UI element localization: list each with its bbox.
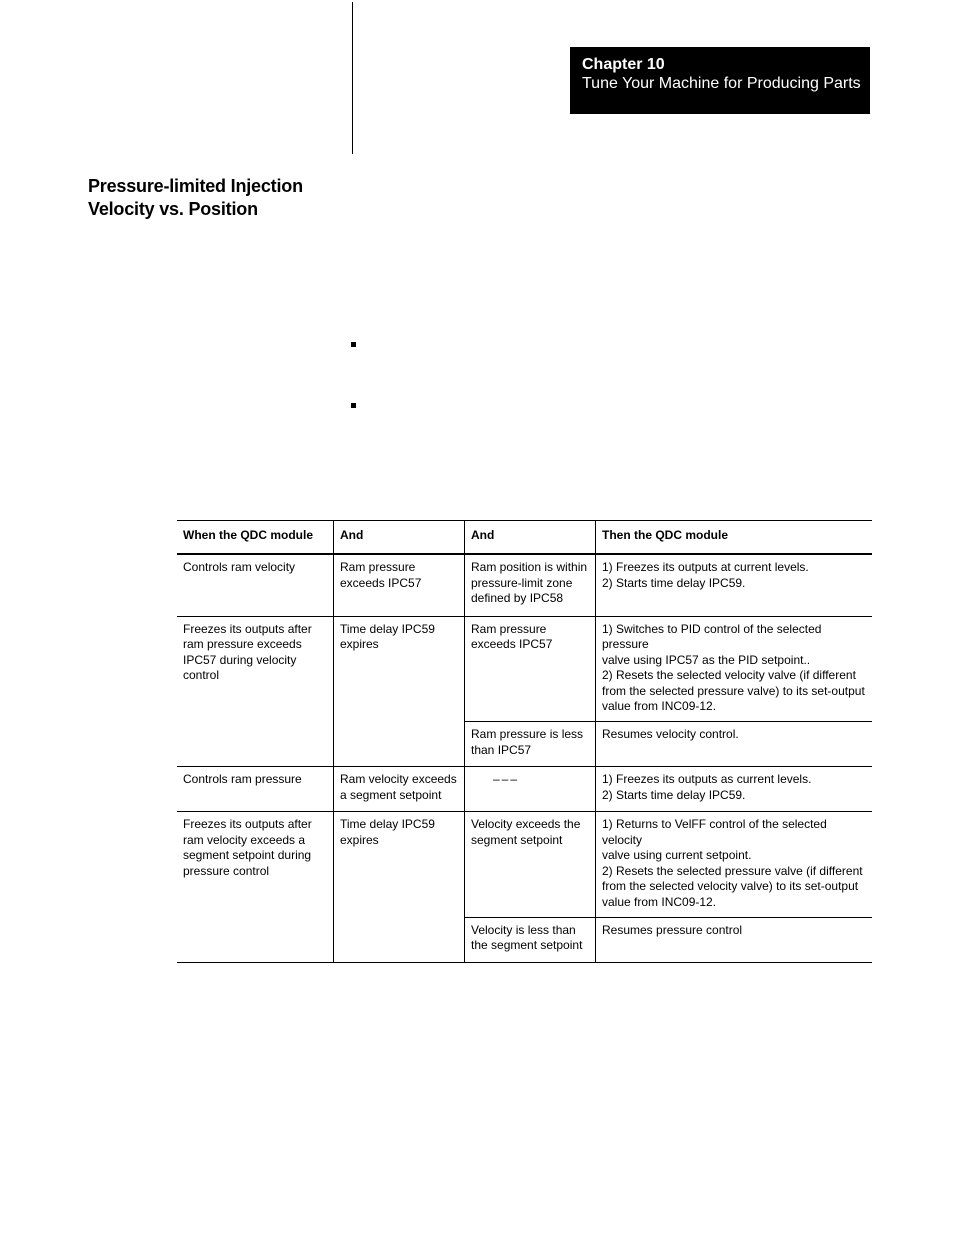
- cell-line: Freezes its outputs after: [183, 817, 312, 832]
- cell-line: segment setpoint during: [183, 848, 312, 863]
- cell-line: valve using IPC57 as the PID setpoint..: [602, 652, 811, 667]
- table-cell: [334, 616, 465, 767]
- cell-line: pressure control: [183, 863, 270, 878]
- table-cell: Controls ram velocity: [183, 560, 296, 574]
- cell-line: expires: [340, 832, 379, 847]
- section-heading-line: Velocity vs. Position: [88, 199, 258, 219]
- cell-line: 2) Resets the selected pressure valve (if different: [602, 863, 863, 878]
- chapter-header: [570, 47, 870, 114]
- table-cell: [596, 812, 873, 918]
- table-cell: [177, 616, 334, 767]
- cell-line: a segment setpoint: [340, 787, 442, 802]
- cell-line: pressure-limit zone: [471, 575, 573, 590]
- cell-line: ram velocity exceeds a: [183, 832, 306, 847]
- table-row: [177, 554, 872, 616]
- cell-line: Ram pressure: [471, 621, 547, 636]
- table-cell: [465, 812, 596, 918]
- bullet-marker: [351, 403, 356, 408]
- table-cell: [465, 917, 596, 962]
- table-cell: Resumes pressure control: [596, 917, 873, 962]
- table-cell: [177, 812, 334, 963]
- cell-line: Time delay IPC59: [340, 621, 435, 636]
- cell-line: ram pressure exceeds: [183, 637, 302, 652]
- column-header: When the QDC module: [183, 528, 313, 542]
- cell-line: from the selected pressure valve) to its set-output: [602, 683, 865, 698]
- chapter-label: Chapter 10: [582, 56, 665, 73]
- table-cell: [465, 554, 596, 616]
- cell-line: 1) Freezes its outputs at current levels.: [602, 560, 809, 574]
- cell-line: 2) Starts time delay IPC59.: [602, 575, 746, 590]
- table-row: [177, 812, 872, 918]
- section-heading-line: Pressure-limited Injection: [88, 176, 303, 196]
- column-header: And: [465, 521, 596, 555]
- cell-line: from the selected velocity valve) to its set-output: [602, 879, 859, 894]
- column-header: And: [334, 521, 465, 555]
- cell-line: than IPC57: [471, 742, 532, 757]
- table-cell: [334, 554, 465, 616]
- cell-line: value from INC09-12.: [602, 895, 717, 910]
- cell-line: valve using current setpoint.: [602, 848, 752, 863]
- qdc-transition-table: [177, 520, 872, 963]
- table-cell: [465, 722, 596, 767]
- cell-line: expires: [340, 637, 379, 652]
- table-cell: [334, 812, 465, 963]
- table-cell: [596, 767, 873, 812]
- cell-line: 1) Switches to PID control of the selected pressure: [602, 621, 822, 652]
- table-cell: [465, 616, 596, 722]
- cell-line: 1) Returns to VelFF control of the selected velocity: [602, 817, 827, 847]
- cell-line: value from INC09-12.: [602, 699, 717, 714]
- cell-line: Ram position is within: [471, 560, 588, 574]
- cell-line: 1) Freezes its outputs as current levels.: [602, 772, 812, 787]
- cell-line: Velocity exceeds the: [471, 817, 581, 832]
- cell-line: Freezes its outputs after: [183, 621, 312, 636]
- cell-line: Time delay IPC59: [340, 817, 435, 832]
- section-heading: [88, 175, 338, 221]
- table-cell: Resumes velocity control.: [596, 722, 873, 767]
- margin-rule: [352, 2, 353, 154]
- cell-line: defined by IPC58: [471, 591, 564, 606]
- cell-line: 2) Starts time delay IPC59.: [602, 787, 746, 802]
- empty-marker: –––: [493, 772, 520, 787]
- cell-line: Ram velocity exceeds: [340, 772, 457, 787]
- table-cell: [596, 554, 873, 616]
- cell-line: 2) Resets the selected velocity valve (if different: [602, 668, 856, 683]
- cell-line: exceeds IPC57: [340, 575, 422, 590]
- table-cell: Controls ram pressure: [183, 772, 302, 787]
- table-cell: [465, 767, 596, 812]
- cell-line: control: [183, 668, 220, 683]
- column-header: Then the QDC module: [596, 521, 873, 555]
- table-cell: [334, 767, 465, 812]
- bullet-marker: [351, 342, 356, 347]
- cell-line: segment setpoint: [471, 832, 563, 847]
- cell-line: exceeds IPC57: [471, 637, 553, 652]
- cell-line: Ram pressure: [340, 560, 416, 574]
- cell-line: the segment setpoint: [471, 938, 583, 953]
- table-header-row: [177, 521, 872, 555]
- cell-line: Velocity is less than: [471, 922, 576, 937]
- table-cell: [596, 616, 873, 722]
- table-row: [177, 616, 872, 722]
- cell-line: Ram pressure is less: [471, 727, 584, 742]
- table-row: [177, 767, 872, 812]
- cell-line: IPC57 during velocity: [183, 652, 297, 667]
- chapter-title: Tune Your Machine for Producing Parts: [582, 75, 861, 92]
